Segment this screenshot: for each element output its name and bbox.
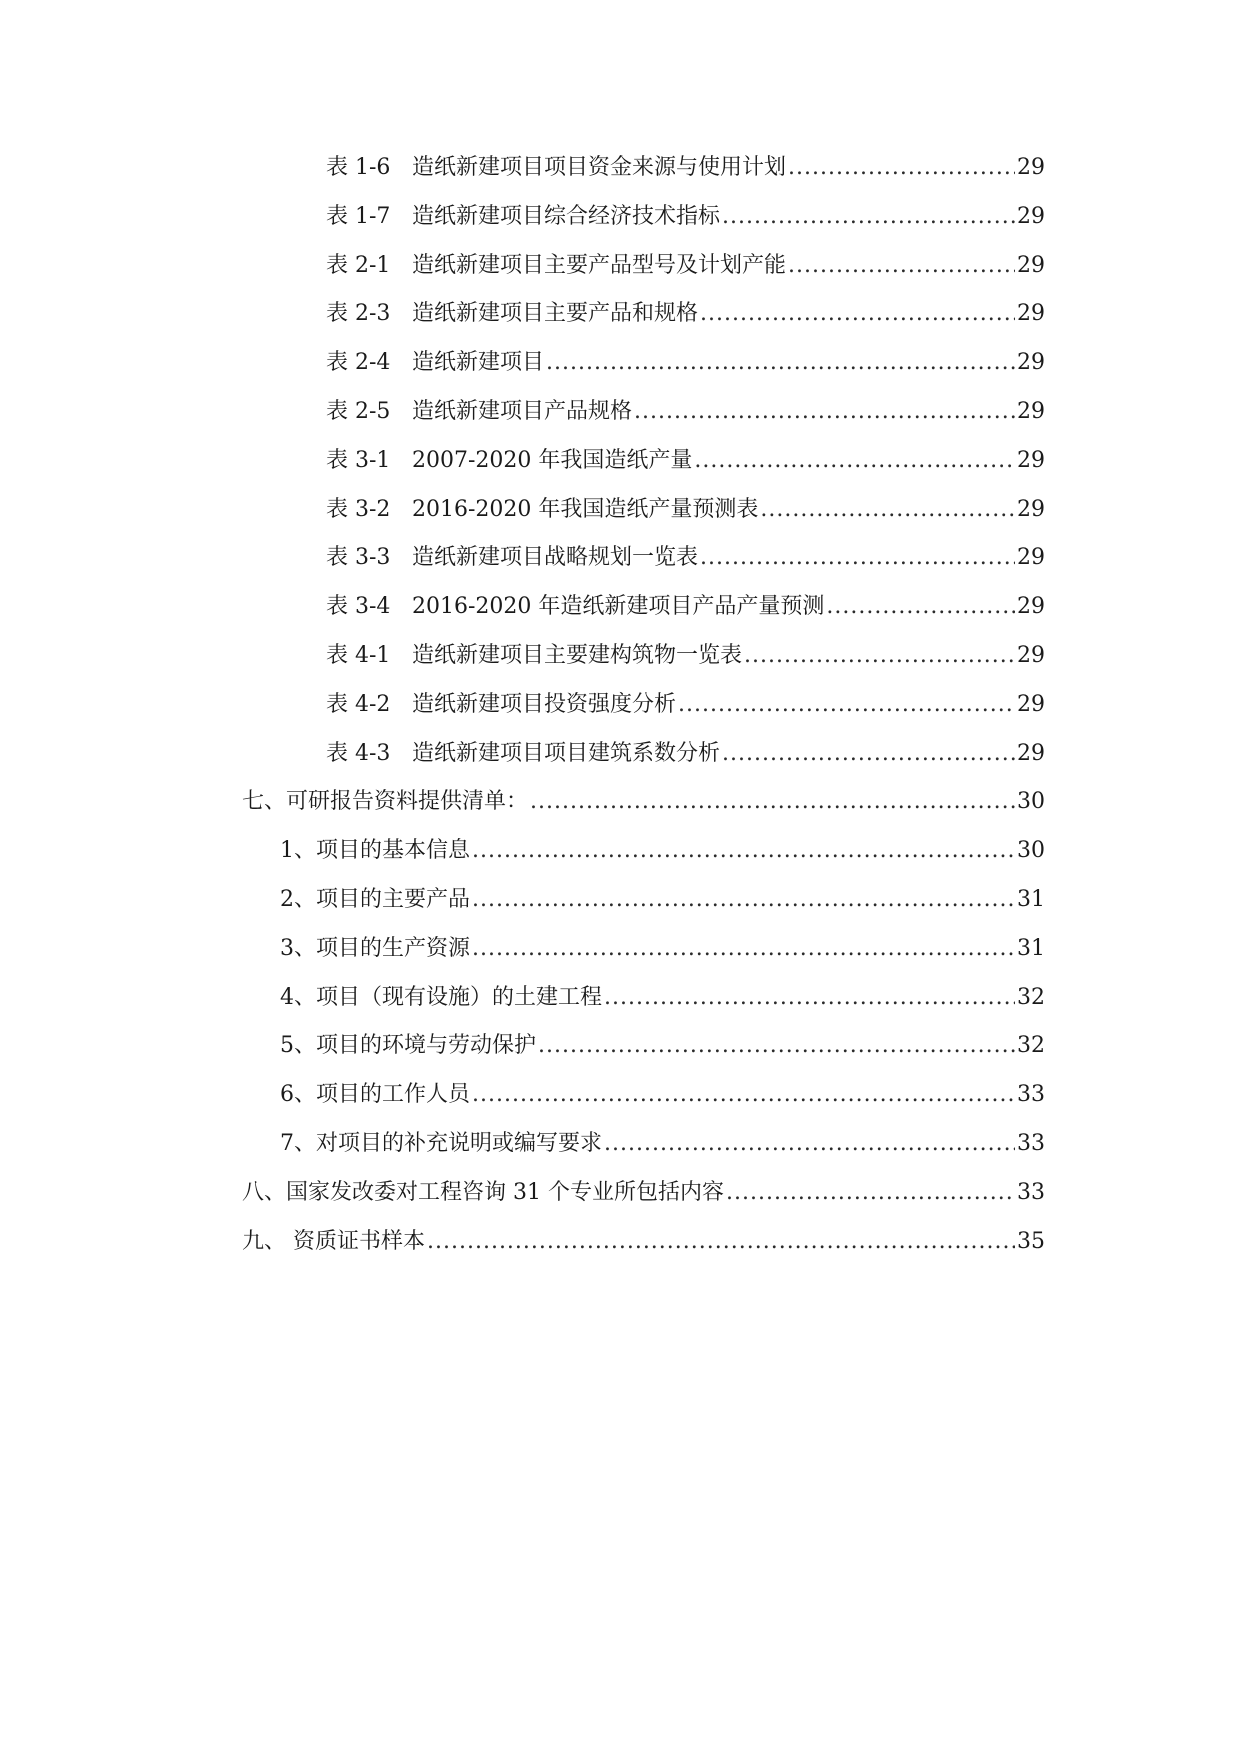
toc-entry-number: 表 3-1: [326, 447, 391, 473]
toc-entry[interactable]: [0, 299, 1241, 348]
toc-entry-page: 29: [1017, 398, 1045, 424]
toc-entry-number: 表 2-5: [326, 398, 391, 424]
toc-entry-page: 32: [1017, 984, 1045, 1010]
dot-leader: [472, 934, 1015, 964]
dot-leader: [788, 153, 1015, 183]
toc-entry[interactable]: [0, 690, 1241, 739]
toc-entry[interactable]: [0, 983, 1241, 1032]
dot-leader: [634, 397, 1015, 427]
toc-entry-page: 29: [1017, 740, 1045, 766]
dot-leader: [726, 1178, 1015, 1208]
toc-entry-title: 造纸新建项目主要产品型号及计划产能: [412, 252, 787, 278]
toc-entry-number: 表 2-4: [326, 350, 391, 376]
toc-entry-title: 2016-2020 年造纸新建项目产品产量预测: [412, 594, 825, 620]
toc-entry[interactable]: [0, 787, 1241, 836]
toc-entry[interactable]: [0, 1178, 1241, 1227]
toc-entry-title: 造纸新建项目项目建筑系数分析: [412, 740, 721, 766]
toc-entry[interactable]: [0, 1031, 1241, 1080]
toc-entry-page: 29: [1017, 642, 1045, 668]
toc-entry-page: 29: [1017, 301, 1045, 327]
dot-leader: [538, 1031, 1015, 1061]
dot-leader: [472, 836, 1015, 866]
dot-leader: [700, 543, 1015, 573]
toc-entry-number: 表 4-2: [326, 691, 391, 717]
toc-entry-title: 九、 资质证书样本: [242, 1228, 425, 1254]
toc-entry-number: 表 4-3: [326, 740, 391, 766]
toc-entry-title: 2007-2020 年我国造纸产量: [412, 447, 693, 473]
toc-entry-title: 6、项目的工作人员: [280, 1082, 470, 1108]
dot-leader: [788, 251, 1015, 281]
toc-entry[interactable]: [0, 739, 1241, 788]
toc-entry-title: 7、对项目的补充说明或编写要求: [280, 1130, 602, 1156]
toc-entry[interactable]: [0, 397, 1241, 446]
toc-entry-title: 3、项目的生产资源: [280, 935, 470, 961]
toc-entry[interactable]: [0, 885, 1241, 934]
dot-leader: [722, 202, 1015, 232]
toc-entry-title: 八、国家发改委对工程咨询 31 个专业所包括内容: [242, 1179, 724, 1205]
toc-entry[interactable]: [0, 446, 1241, 495]
toc-entry-title: 2、项目的主要产品: [280, 886, 470, 912]
dot-leader: [722, 739, 1015, 769]
dot-leader: [604, 983, 1015, 1013]
dot-leader: [530, 787, 1015, 817]
toc-entry-number: 表 2-1: [326, 252, 391, 278]
toc-entry-title: 2016-2020 年我国造纸产量预测表: [412, 496, 759, 522]
dot-leader: [678, 690, 1015, 720]
toc-entry-number: 表 3-2: [326, 496, 391, 522]
toc-entry-page: 33: [1017, 1179, 1045, 1205]
toc-entry[interactable]: [0, 1129, 1241, 1178]
toc-entry-page: 33: [1017, 1130, 1045, 1156]
toc-entry-title: 造纸新建项目产品规格: [412, 398, 633, 424]
toc-entry-page: 31: [1017, 935, 1045, 961]
toc-entry[interactable]: [0, 934, 1241, 983]
toc-entry-title: 造纸新建项目: [412, 350, 545, 376]
toc-entry-page: 29: [1017, 252, 1045, 278]
toc-entry[interactable]: [0, 641, 1241, 690]
toc-entry-title: 造纸新建项目主要产品和规格: [412, 301, 699, 327]
toc-entry-title: 造纸新建项目项目资金来源与使用计划: [412, 155, 787, 180]
toc-entry[interactable]: [0, 1080, 1241, 1129]
toc-entry-number: 表 1-7: [326, 203, 391, 229]
toc-entry[interactable]: [0, 543, 1241, 592]
toc-entry[interactable]: [0, 348, 1241, 397]
toc-entry-number: 表 3-4: [326, 594, 391, 620]
dot-leader: [760, 495, 1015, 525]
toc-entry-page: 30: [1017, 838, 1045, 864]
dot-leader: [427, 1227, 1015, 1257]
toc-entry-title: 造纸新建项目战略规划一览表: [412, 545, 699, 571]
toc-entry[interactable]: [0, 1227, 1241, 1276]
toc-entry[interactable]: [0, 202, 1241, 251]
toc-entry-page: 29: [1017, 496, 1045, 522]
toc-entry[interactable]: [0, 251, 1241, 300]
dot-leader: [826, 592, 1015, 622]
toc-entry-number: 表 4-1: [326, 642, 391, 668]
toc-entry-page: 29: [1017, 203, 1045, 229]
toc-entry-number: 表 1-6: [326, 155, 391, 180]
toc-entry-page: 30: [1017, 789, 1045, 815]
toc-entry-number: 表 2-3: [326, 301, 391, 327]
dot-leader: [744, 641, 1015, 671]
toc-entry-page: 29: [1017, 155, 1045, 180]
toc-entry[interactable]: [0, 153, 1241, 202]
toc-entry-page: 29: [1017, 447, 1045, 473]
dot-leader: [700, 299, 1015, 329]
toc-entry-page: 29: [1017, 594, 1045, 620]
toc-entry-page: 32: [1017, 1033, 1045, 1059]
toc-entry[interactable]: [0, 495, 1241, 544]
toc-entry[interactable]: [0, 592, 1241, 641]
toc-entry-title: 1、项目的基本信息: [280, 838, 470, 864]
dot-leader: [546, 348, 1015, 378]
toc-entry-title: 5、项目的环境与劳动保护: [280, 1033, 536, 1059]
table-of-contents: [0, 153, 1241, 1275]
toc-entry-page: 29: [1017, 545, 1045, 571]
toc-entry-title: 造纸新建项目主要建构筑物一览表: [412, 642, 743, 668]
dot-leader: [604, 1129, 1015, 1159]
toc-entry-number: 表 3-3: [326, 545, 391, 571]
dot-leader: [472, 1080, 1015, 1110]
toc-entry-page: 29: [1017, 691, 1045, 717]
toc-entry[interactable]: [0, 836, 1241, 885]
toc-entry-page: 29: [1017, 350, 1045, 376]
toc-entry-title: 4、项目（现有设施）的土建工程: [280, 984, 602, 1010]
toc-entry-page: 31: [1017, 886, 1045, 912]
toc-entry-page: 35: [1017, 1228, 1045, 1254]
toc-entry-title: 造纸新建项目投资强度分析: [412, 691, 677, 717]
toc-entry-title: 七、可研报告资料提供清单：: [242, 789, 529, 815]
toc-entry-title: 造纸新建项目综合经济技术指标: [412, 203, 721, 229]
dot-leader: [472, 885, 1015, 915]
toc-entry-page: 33: [1017, 1082, 1045, 1108]
dot-leader: [694, 446, 1015, 476]
